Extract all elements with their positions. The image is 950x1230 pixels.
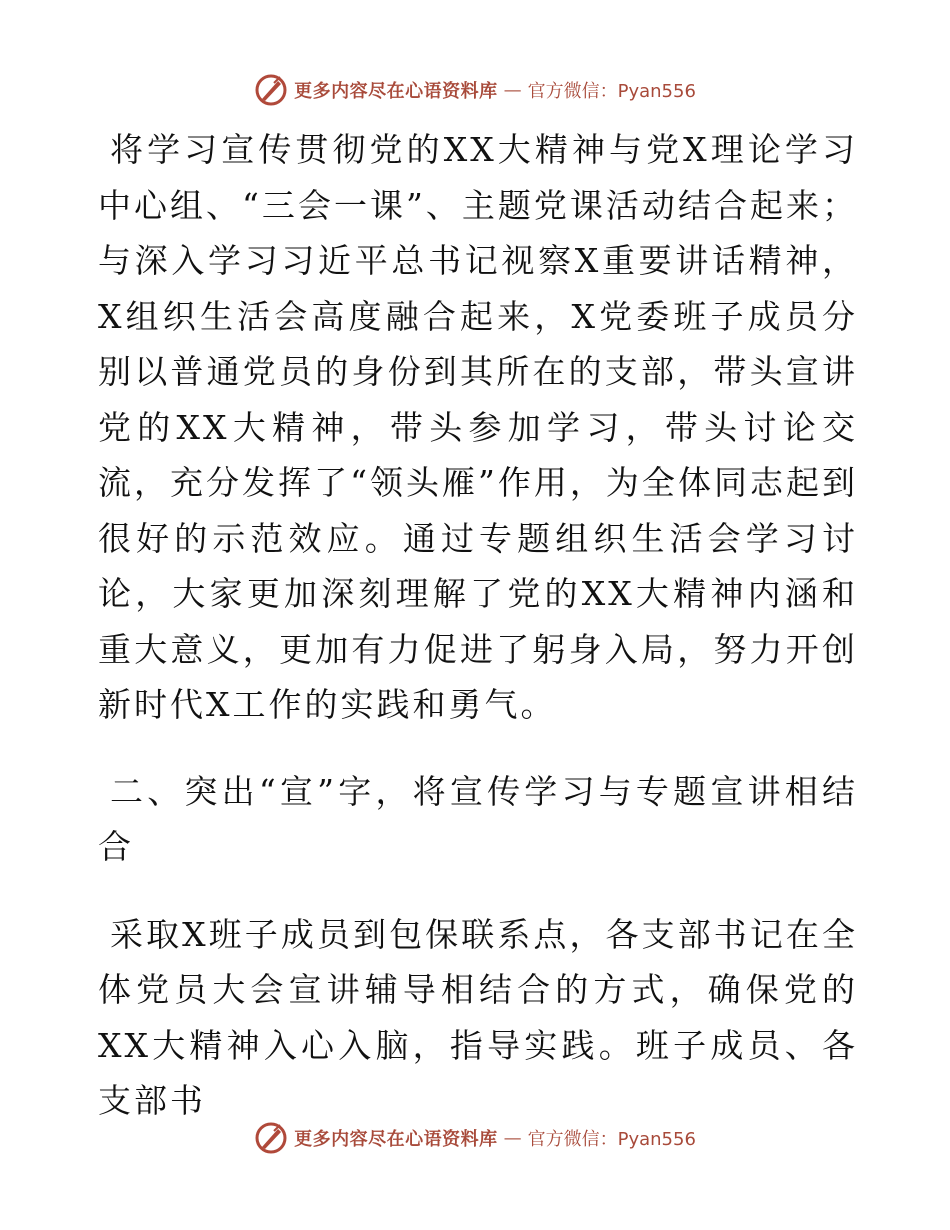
header-banner [0, 70, 950, 110]
document-body [98, 122, 858, 1129]
banner-text: 更多内容尽在心语资料库 [294, 81, 498, 102]
banner-wechat: 官方微信：Pyan556 [527, 1129, 696, 1150]
banner-separator: — [503, 79, 522, 101]
footer-banner [0, 1118, 950, 1158]
body-paragraph-2: 采取X班子成员到包保联系点，各支部书记在全体党员大会宣讲辅导相结合的方式，确保党的XX大精神入心入脑，指导实践。班子成员、各支部书 [98, 914, 858, 1120]
banner-text: 更多内容尽在心语资料库 [294, 1129, 498, 1150]
body-paragraph-1: 将学习宣传贯彻党的XX大精神与党X理论学习中心组、“三会一课”、主题党课活动结合起来；与深入学习习近平总书记视察X重要讲话精神，X组织生活会高度融合起来，X党委班子成员分别以普通党员的身份到其所在的支部，带头宣讲党的XX大精神，带头参加学习，带头讨论交流，充分发挥了“领头雁”作用，为全体同志起到很好的示范效应。通过专题组织生活会学习讨论，大家更加深刻理解了党的XX大精神内涵和重大意义，更加有力促进了躬身入局，努力开创新时代X工作的实践和勇气。 [98, 130, 858, 724]
quill-logo-icon [254, 73, 288, 107]
banner-separator: — [503, 1127, 522, 1149]
banner-wechat: 官方微信：Pyan556 [527, 81, 696, 102]
section-heading: 二、突出“宣”字，将宣传学习与专题宣讲相结合 [98, 771, 858, 866]
quill-logo-icon [254, 1121, 288, 1155]
